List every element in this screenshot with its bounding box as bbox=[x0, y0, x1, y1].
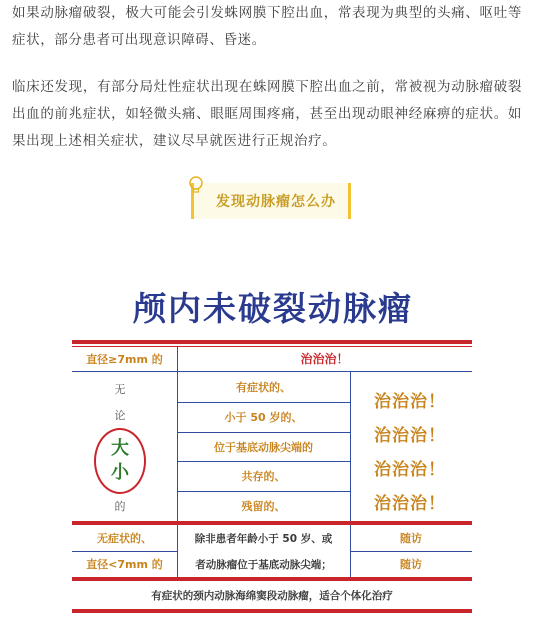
condition-item: 有症状的、 bbox=[236, 380, 291, 394]
condition-item: 位于基底动脉尖端的 bbox=[214, 440, 313, 454]
lightbulb-icon bbox=[186, 175, 206, 195]
condition-item: 共存的、 bbox=[241, 470, 286, 483]
treat-label: 治治治！ bbox=[374, 426, 446, 446]
article-paragraph-1: 如果动脉瘤破裂，极大可能会引发蛛网膜下腔出血，常表现为典型的头痛、呕吐等症状，部分患者可出现意识障碍、昏迷。 bbox=[12, 5, 522, 48]
section-heading-tag bbox=[191, 183, 351, 219]
article-paragraph-2: 临床还发现，有部分局灶性症状出现在蛛网膜下腔出血之前，常被视为动脉瘤破裂出血的前兆症状，如轻微头痛、眼眶周围疼痛，甚至出现动眼神经麻痹的症状。如果出现上述相关症状，建议尽早就医进行正规治疗。 bbox=[12, 79, 522, 149]
condition-item: 残留的、 bbox=[241, 500, 286, 513]
right-vsep bbox=[350, 371, 351, 521]
lower-left-label: 无症状的、 bbox=[97, 532, 152, 545]
row1-left-label: 直径≥7mm 的 bbox=[86, 352, 163, 366]
infographic-title: 颅内未破裂动脉瘤 bbox=[133, 289, 413, 328]
treat-label: 治治治！ bbox=[374, 494, 446, 514]
condition-item: 小于 50 岁的、 bbox=[224, 411, 303, 424]
row1-right-label: 治治治！ bbox=[300, 352, 349, 366]
lower-mid-text: 除非患者年龄小于 50 岁、或 bbox=[194, 532, 333, 545]
lower-left-label: 直径<7mm 的 bbox=[86, 558, 163, 571]
left-char-de: 的 bbox=[114, 500, 126, 513]
bottom-red-rule bbox=[72, 609, 472, 613]
size-circle bbox=[94, 428, 146, 494]
treat-label: 治治治！ bbox=[374, 460, 446, 480]
follow-up-label: 随访 bbox=[400, 532, 422, 545]
top-red-rule bbox=[72, 340, 472, 344]
left-char-wu: 无 bbox=[114, 383, 126, 396]
follow-up-label: 随访 bbox=[400, 558, 422, 571]
big-char-da: 大 bbox=[111, 438, 129, 459]
lower-mid-text: 者动脉瘤位于基底动脉尖端； bbox=[195, 558, 332, 571]
left-char-lun: 论 bbox=[114, 409, 126, 422]
treat-label: 治治治！ bbox=[374, 392, 446, 412]
section-heading: 发现动脉瘤怎么办 bbox=[216, 194, 336, 210]
big-char-xiao: 小 bbox=[111, 462, 129, 483]
aneurysm-infographic bbox=[72, 283, 474, 623]
infographic-footer: 有症状的颈内动脉海绵窦段动脉瘤，适合个体化治疗 bbox=[151, 589, 393, 602]
